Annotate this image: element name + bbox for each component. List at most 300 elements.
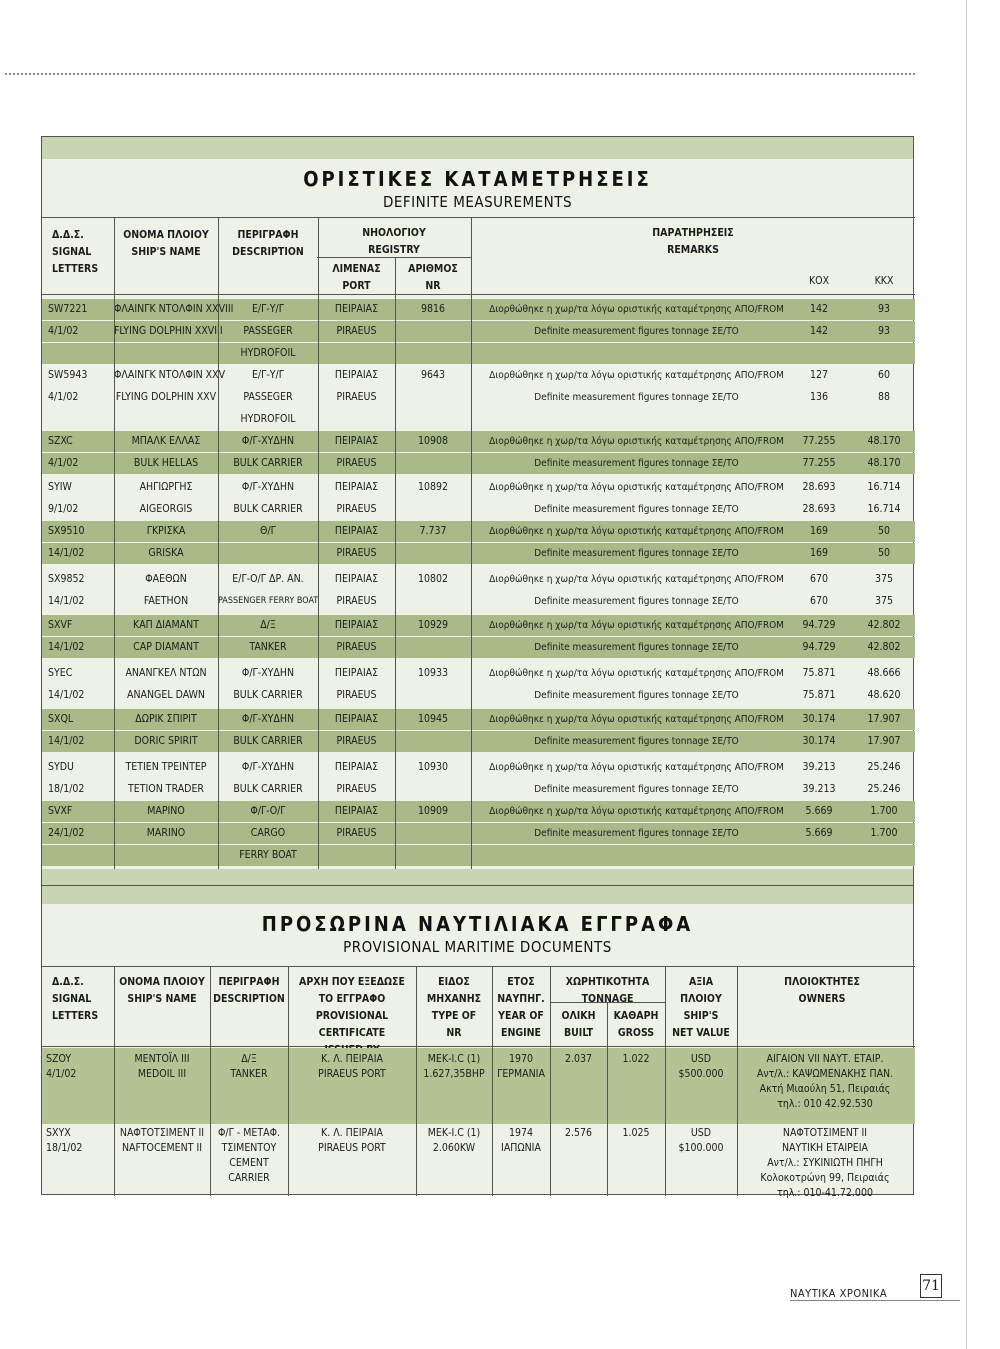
table-row: [42, 343, 915, 364]
port-cell: ΠΕΙΡΑΙΑΣ: [334, 805, 379, 817]
port-cell: PIRAEUS: [336, 325, 377, 337]
table-row: [42, 321, 915, 342]
authority-cell: [288, 1126, 416, 1156]
remarks-cell: Definite measurement figures tonnage ΣΕ/ΤΟ: [534, 642, 739, 653]
ship-name-cell: AIGEORGIS: [139, 503, 193, 515]
col-owners-header: ΠΛΟΙΟΚΤΗΤΕΣ OWNERS: [784, 976, 860, 1005]
col-net-header: ΚΑΘΑΡΗ GROSS: [613, 1010, 659, 1039]
owners-cell-line: Κολοκοτρώνη 99, Πειραιάς: [760, 1172, 890, 1184]
signal-cell: 14/1/02: [48, 641, 85, 653]
kox-cell: 75.871: [802, 667, 836, 679]
col-nr-header: ΑΡΙΘΜΟΣ NR: [408, 263, 458, 292]
table-row: [42, 591, 915, 612]
ship-name-cell: ΑΗΓΙΩΡΓΗΣ: [139, 481, 193, 493]
header-top-line: [42, 966, 915, 967]
description-cell: HYDROFOIL: [240, 413, 296, 425]
registry-nr-cell: 10892: [417, 481, 449, 493]
port-cell: PIRAEUS: [336, 783, 377, 795]
remarks-cell: Definite measurement figures tonnage ΣΕ/ΤΟ: [534, 784, 739, 795]
signal-cell: 14/1/02: [48, 689, 85, 701]
kox-cell: 77.255: [802, 457, 836, 469]
kox-cell: 5.669: [805, 827, 833, 839]
year-cell: [492, 1126, 550, 1156]
remarks-cell: Definite measurement figures tonnage ΣΕ/ΤΟ: [534, 504, 739, 515]
table-row: [42, 431, 915, 452]
col-gross-header: ΟΛΙΚΗ BUILT: [561, 1010, 596, 1039]
kox-cell: 39.213: [802, 783, 836, 795]
table-row: [42, 801, 915, 822]
col-signal-header: Δ.Δ.Σ. SIGNAL LETTERS: [52, 229, 99, 275]
kox-cell: 670: [809, 573, 829, 585]
signal-cell: SVXF: [48, 805, 73, 817]
kkx-cell: 60: [877, 369, 891, 381]
owners-cell-line: Αντ/λ.: ΣΥΚΙΝΙΩΤΗ ΠΗΓΗ: [767, 1157, 883, 1169]
signal-cell: 14/1/02: [48, 547, 85, 559]
col-divider: [218, 217, 219, 887]
port-cell: ΠΕΙΡΑΙΑΣ: [334, 761, 379, 773]
kkx-cell: 375: [874, 595, 894, 607]
kox-cell: 28.693: [802, 481, 836, 493]
kox-cell: 5.669: [805, 805, 833, 817]
kox-cell: 30.174: [802, 735, 836, 747]
signal-cell: SZXC: [48, 435, 73, 447]
table-row: [42, 543, 915, 564]
signal-cell: 9/1/02: [48, 503, 79, 515]
col-desc-header: ΠΕΡΙΓΡΑΦΗ DESCRIPTION: [213, 976, 285, 1005]
description-cell: FERRY BOAT: [239, 849, 297, 861]
kkx-cell: 93: [877, 303, 891, 315]
signal-cell: SYEC: [48, 667, 73, 679]
kkx-cell: 50: [877, 547, 891, 559]
col-kkx-header: ΚΚΧ: [874, 275, 894, 287]
description-cell: PASSEGER: [243, 325, 293, 337]
kox-cell: 670: [809, 595, 829, 607]
description-cell: Φ/Γ-ΧΥΔΗΝ: [241, 713, 295, 725]
port-cell: PIRAEUS: [336, 391, 377, 403]
kkx-cell: 48.170: [867, 435, 901, 447]
signal-cell: SXVF: [48, 619, 73, 631]
kkx-cell: 375: [874, 573, 894, 585]
ship-name-cell: ANANGEL DAWN: [127, 689, 205, 701]
registry-nr-cell: 10933: [417, 667, 449, 679]
net-tonnage-cell-line: 1.025: [622, 1127, 650, 1139]
engine-cell-line: ΜΕΚ-Ι.C (1): [427, 1127, 481, 1139]
table-row: [42, 453, 915, 474]
value-cell-line: $100.000: [678, 1142, 724, 1154]
col-divider: [114, 966, 115, 1196]
ship-name-cell: MARINO: [146, 827, 186, 839]
description-cell: Ε/Γ-Υ/Γ: [251, 369, 285, 381]
signal-cell: 14/1/02: [48, 595, 85, 607]
kkx-cell: 25.246: [867, 783, 901, 795]
table-row: [42, 299, 915, 320]
owners-cell-line: Αντ/λ.: ΚΑΨΩΜΕΝΑΚΗΣ ΠΑΝ.: [756, 1068, 894, 1080]
owners-cell-line: τηλ.: 010 42.92.530: [777, 1098, 873, 1110]
year-cell-line: 1974: [508, 1127, 534, 1139]
signal-cell-line: 18/1/02: [46, 1142, 83, 1154]
description-cell: Ε/Γ-Υ/Γ: [251, 303, 285, 315]
remarks-cell: Διορθώθηκε η χωρ/τα λόγω οριστικής καταμέτρησης ΑΠΟ/FROM: [489, 482, 784, 493]
col-authority-header: ΑΡΧΗ ΠΟΥ ΕΞΕΔΩΣΕ ΤΟ ΕΓΓΡΑΦΟ PROVISIONAL CERTIFICATE: [299, 976, 405, 1039]
description-cell: BULK CARRIER: [233, 689, 303, 701]
signal-cell: [46, 1052, 112, 1082]
engine-cell-line: 2.060KW: [432, 1142, 476, 1154]
kox-cell: 142: [809, 303, 829, 315]
kkx-cell: 42.802: [867, 619, 901, 631]
kox-cell: 28.693: [802, 503, 836, 515]
port-cell: PIRAEUS: [336, 547, 377, 559]
kkx-cell: 48.620: [867, 689, 901, 701]
owners-cell-line: Ακτή Μιαούλη 51, Πειραιάς: [759, 1083, 891, 1095]
authority-cell-line: PIRAEUS PORT: [318, 1068, 386, 1080]
header-bottom-line: [42, 294, 915, 295]
description-cell: [210, 1052, 288, 1082]
ship-name-cell: FLYING DOLPHIN XXVIII: [114, 325, 223, 337]
remarks-cell: Definite measurement figures tonnage ΣΕ/ΤΟ: [534, 458, 739, 469]
ship-name-cell: ΤΕΤΙΕΝ ΤΡΕΙΝΤΕΡ: [125, 761, 207, 773]
net-tonnage-cell: [607, 1126, 665, 1141]
signal-cell: SW7221: [48, 303, 88, 315]
description-cell: BULK CARRIER: [233, 783, 303, 795]
registry-nr-cell: 10945: [417, 713, 449, 725]
col-tonnage-header: ΧΩΡΗΤΙΚΟΤΗΤΑ TONNAGE: [565, 976, 650, 1005]
remarks-cell: Διορθώθηκε η χωρ/τα λόγω οριστικής καταμέτρησης ΑΠΟ/FROM: [489, 574, 784, 585]
description-cell-line: CEMENT CARRIER: [228, 1157, 270, 1184]
kkx-cell: 50: [877, 525, 891, 537]
table-row: [42, 731, 915, 752]
port-cell: PIRAEUS: [336, 689, 377, 701]
page-number: 71: [920, 1274, 942, 1298]
kkx-cell: 93: [877, 325, 891, 337]
registry-nr-cell: 7.737: [419, 525, 447, 537]
authority-cell-line: PIRAEUS PORT: [318, 1142, 386, 1154]
ship-name-cell: BULK HELLAS: [133, 457, 199, 469]
kkx-cell: 16.714: [867, 481, 901, 493]
section1-title-english: DEFINITE MEASUREMENTS: [382, 193, 573, 211]
remarks-cell: Διορθώθηκε η χωρ/τα λόγω οριστικής καταμέτρησης ΑΠΟ/FROM: [489, 762, 784, 773]
port-cell: PIRAEUS: [336, 827, 377, 839]
port-cell: ΠΕΙΡΑΙΑΣ: [334, 573, 379, 585]
remarks-cell: Διορθώθηκε η χωρ/τα λόγω οριστικής καταμέτρησης ΑΠΟ/FROM: [489, 668, 784, 679]
table-row: [42, 1126, 915, 1199]
signal-cell: 14/1/02: [48, 735, 85, 747]
col-port-header: ΛΙΜΕΝΑΣ PORT: [332, 263, 381, 292]
description-cell: BULK CARRIER: [233, 457, 303, 469]
authority-cell-line: Κ. Λ. ΠΕΙΡΑΙΑ: [321, 1053, 383, 1065]
col-registry-header: ΝΗΟΛΟΓΙΟΥ REGISTRY: [362, 227, 426, 256]
col-engine-header: ΕΙΔΟΣ ΜΗΧΑΝΗΣ TYPE OF NR: [426, 976, 482, 1039]
col-divider: [471, 217, 472, 887]
col-name-header: ΟΝΟΜΑ ΠΛΟΙΟΥ SHIP'S NAME: [123, 229, 209, 258]
kox-cell: 77.255: [802, 435, 836, 447]
magazine-name: ΝΑΥΤΙΚΑ ΧΡΟΝΙΚΑ: [790, 1287, 888, 1300]
description-cell-line: TANKER: [230, 1068, 268, 1080]
signal-cell: SYDU: [48, 761, 74, 773]
description-cell: BULK CARRIER: [233, 735, 303, 747]
signal-cell-line: SXYX: [46, 1127, 71, 1139]
description-cell-line: ΤΣΙΜΕΝΤΟΥ: [221, 1142, 277, 1154]
description-cell: [210, 1126, 288, 1186]
value-cell-line: USD: [690, 1053, 712, 1065]
provisional-documents-table: [41, 885, 914, 1199]
table-row: [42, 757, 915, 778]
table-row: [42, 521, 915, 542]
engine-cell-line: ΜΕΚ-Ι.C (1): [427, 1053, 481, 1065]
signal-cell-line: SZOY: [46, 1053, 72, 1065]
kkx-cell: 48.666: [867, 667, 901, 679]
ship-name-cell: ΜΑΡΙΝΟ: [147, 805, 185, 817]
signal-cell: 4/1/02: [48, 457, 79, 469]
remarks-cell: Definite measurement figures tonnage ΣΕ/ΤΟ: [534, 326, 739, 337]
port-cell: PIRAEUS: [336, 641, 377, 653]
ship-name-cell: CAP DIAMANT: [133, 641, 199, 653]
remarks-cell: Διορθώθηκε η χωρ/τα λόγω οριστικής καταμέτρησης ΑΠΟ/FROM: [489, 436, 784, 447]
description-cell: CARGO: [250, 827, 286, 839]
kox-cell: 94.729: [802, 641, 836, 653]
year-cell: [492, 1052, 550, 1082]
value-cell: [665, 1052, 737, 1082]
remarks-cell: Διορθώθηκε η χωρ/τα λόγω οριστικής καταμέτρησης ΑΠΟ/FROM: [489, 526, 784, 537]
gross-tonnage-cell: [550, 1052, 607, 1067]
kox-cell: 136: [809, 391, 829, 403]
ship-name-cell: GRISKA: [148, 547, 184, 559]
year-cell-line: 1970: [508, 1053, 534, 1065]
signal-cell: 18/1/02: [48, 783, 85, 795]
table-row: [42, 845, 915, 866]
table-row: [42, 709, 915, 730]
col-divider: [210, 966, 211, 1196]
col-name-header: ΟΝΟΜΑ ΠΛΟΙΟΥ SHIP'S NAME: [119, 976, 205, 1005]
authority-cell-line: Κ. Λ. ΠΕΙΡΑΙΑ: [321, 1127, 383, 1139]
signal-cell-line: 4/1/02: [46, 1068, 77, 1080]
port-cell: ΠΕΙΡΑΙΑΣ: [334, 303, 379, 315]
table-row: [42, 499, 915, 520]
kkx-cell: 88: [877, 391, 891, 403]
description-cell: HYDROFOIL: [240, 347, 296, 359]
header-bottom-line: [42, 1046, 915, 1047]
kkx-cell: 1.700: [870, 827, 898, 839]
description-cell: Φ/Γ-ΧΥΔΗΝ: [241, 435, 295, 447]
ship-name-cell: TETION TRADER: [128, 783, 204, 795]
top-band: [42, 137, 913, 159]
signal-cell: 4/1/02: [48, 325, 79, 337]
kkx-cell: 42.802: [867, 641, 901, 653]
ship-name-cell: ΦΛΑΙΝΓΚ ΝΤΟΛΦΙΝ XXV: [114, 369, 226, 381]
owners-cell-line: τηλ.: 010-41.72.000: [777, 1187, 873, 1199]
footer-rule: [790, 1300, 960, 1301]
table-row: [42, 477, 915, 498]
kox-cell: 169: [809, 525, 829, 537]
kkx-cell: 16.714: [867, 503, 901, 515]
remarks-cell: Διορθώθηκε η χωρ/τα λόγω οριστικής καταμέτρησης ΑΠΟ/FROM: [489, 714, 784, 725]
remarks-cell: Διορθώθηκε η χωρ/τα λόγω οριστικής καταμέτρησης ΑΠΟ/FROM: [489, 620, 784, 631]
owners-cell-line: ΝΑΦΤΟΤΣΙΜΕΝΤ ΙΙ: [782, 1127, 868, 1139]
ship-name-cell: DORIC SPIRIT: [134, 735, 198, 747]
description-cell-line: Δ/Ξ: [241, 1053, 257, 1065]
kox-cell: 30.174: [802, 713, 836, 725]
owners-cell-line: ΝΑΥΤΙΚΗ ΕΤΑΙΡΕΙΑ: [781, 1142, 869, 1154]
description-cell: Φ/Γ-Ο/Γ: [250, 805, 286, 817]
ship-name-cell: ΜΠΑΛΚ ΕΛΛΑΣ: [131, 435, 201, 447]
kox-cell: 142: [809, 325, 829, 337]
description-cell: Φ/Γ-ΧΥΔΗΝ: [241, 761, 295, 773]
top-band: [42, 886, 913, 904]
signal-cell: SX9510: [48, 525, 85, 537]
table-row: [42, 365, 915, 386]
remarks-cell: Definite measurement figures tonnage ΣΕ/ΤΟ: [534, 828, 739, 839]
description-cell: Φ/Γ-ΧΥΔΗΝ: [241, 481, 295, 493]
kox-cell: 169: [809, 547, 829, 559]
port-cell: ΠΕΙΡΑΙΑΣ: [334, 619, 379, 631]
kox-cell: 75.871: [802, 689, 836, 701]
engine-cell-line: 1.627,35BHP: [423, 1068, 485, 1080]
col-year-header: ΕΤΟΣ ΝΑΥΠΗΓ. YEAR OF ENGINE: [497, 976, 545, 1039]
ship-name-cell: FLYING DOLPHIN XXV: [115, 391, 217, 403]
ship-name-cell: ΦΛΑΙΝΓΚ ΝΤΟΛΦΙΝ XXVIII: [114, 303, 234, 315]
ship-name-cell-line: ΜΕΝΤΟΪΛ ΙΙΙ: [134, 1053, 190, 1065]
signal-cell: 4/1/02: [48, 391, 79, 403]
table-row: [42, 685, 915, 706]
registry-nr-cell: 10909: [417, 805, 449, 817]
net-tonnage-cell: [607, 1052, 665, 1067]
col-divider: [288, 966, 289, 1196]
description-cell: TANKER: [249, 641, 287, 653]
table-row: [42, 409, 915, 430]
kox-cell: 39.213: [802, 761, 836, 773]
description-cell: PASSEGER: [243, 391, 293, 403]
top-dotted-rule: [5, 73, 915, 75]
remarks-cell: Definite measurement figures tonnage ΣΕ/ΤΟ: [534, 548, 739, 559]
kox-cell: 94.729: [802, 619, 836, 631]
col-divider: [416, 966, 417, 1196]
section1-title-greek: ΟΡΙΣΤΙΚΕΣ ΚΑΤΑΜΕΤΡΗΣΕΙΣ: [303, 167, 652, 191]
col-divider: [550, 966, 551, 1196]
kkx-cell: 17.907: [867, 735, 901, 747]
engine-cell: [416, 1052, 492, 1082]
signal-cell: 24/1/02: [48, 827, 85, 839]
ship-name-cell-line: ΝΑΦΤΟΤΣΙΜΕΝΤ ΙΙ: [119, 1127, 205, 1139]
ship-name-cell: ΚΑΠ ΔΙΑΜΑΝΤ: [133, 619, 199, 631]
col-divider: [607, 1002, 608, 1196]
kkx-cell: 1.700: [870, 805, 898, 817]
remarks-cell: Definite measurement figures tonnage ΣΕ/ΤΟ: [534, 596, 739, 607]
col-divider: [492, 966, 493, 1196]
net-tonnage-cell-line: 1.022: [622, 1053, 650, 1065]
registry-nr-cell: 10929: [417, 619, 449, 631]
gross-tonnage-cell: [550, 1126, 607, 1141]
port-cell: PIRAEUS: [336, 503, 377, 515]
port-cell: PIRAEUS: [336, 595, 377, 607]
owners-cell-line: ΑΙΓΑΙΟΝ VII ΝΑΥΤ. ΕΤΑΙΡ.: [766, 1053, 884, 1065]
page-edge-line: [966, 0, 967, 1349]
port-cell: ΠΕΙΡΑΙΑΣ: [334, 435, 379, 447]
value-cell-line: $500.000: [678, 1068, 724, 1080]
remarks-cell: Definite measurement figures tonnage ΣΕ/ΤΟ: [534, 392, 739, 403]
port-cell: ΠΕΙΡΑΙΑΣ: [334, 525, 379, 537]
owners-cell: [737, 1126, 913, 1201]
table-row: [42, 823, 915, 844]
ship-name-cell: ΓΚΡΙΣΚΑ: [146, 525, 186, 537]
ship-name-cell: [114, 1052, 210, 1082]
description-cell: BULK CARRIER: [233, 503, 303, 515]
registry-nr-cell: 10930: [417, 761, 449, 773]
col-divider: [737, 966, 738, 1196]
col-kox-header: ΚΟΧ: [808, 275, 830, 287]
remarks-cell: Definite measurement figures tonnage ΣΕ/ΤΟ: [534, 690, 739, 701]
kkx-cell: 17.907: [867, 713, 901, 725]
engine-cell: [416, 1126, 492, 1156]
signal-cell: SX9852: [48, 573, 85, 585]
remarks-cell: Διορθώθηκε η χωρ/τα λόγω οριστικής καταμέτρησης ΑΠΟ/FROM: [489, 304, 784, 315]
ship-name-cell-line: MEDOIL III: [137, 1068, 187, 1080]
owners-cell: [737, 1052, 913, 1112]
remarks-cell: Διορθώθηκε η χωρ/τα λόγω οριστικής καταμέτρησης ΑΠΟ/FROM: [489, 370, 784, 381]
table-row: [42, 387, 915, 408]
description-cell: Φ/Γ-ΧΥΔΗΝ: [241, 667, 295, 679]
port-cell: ΠΕΙΡΑΙΑΣ: [334, 667, 379, 679]
description-cell: PASSENGER FERRY BOAT: [218, 596, 319, 606]
registry-nr-cell: 9643: [420, 369, 446, 381]
kkx-cell: 25.246: [867, 761, 901, 773]
col-divider: [665, 966, 666, 1196]
gross-tonnage-cell-line: 2.037: [564, 1053, 593, 1065]
port-cell: ΠΕΙΡΑΙΑΣ: [334, 481, 379, 493]
description-cell: Θ/Γ: [260, 525, 276, 537]
table-row: [42, 779, 915, 800]
registry-nr-cell: 10802: [417, 573, 449, 585]
definite-measurements-table: [41, 136, 914, 888]
year-cell-line: ΙΑΠΩΝΙΑ: [501, 1142, 541, 1154]
col-remarks-header: ΠΑΡΑΤΗΡΗΣΕΙΣ REMARKS: [652, 227, 734, 256]
table-row: [42, 1048, 915, 1124]
gross-tonnage-cell-line: 2.576: [564, 1127, 593, 1139]
port-cell: PIRAEUS: [336, 457, 377, 469]
value-cell-line: USD: [690, 1127, 712, 1139]
table-row: [42, 663, 915, 684]
col-divider: [114, 217, 115, 887]
port-cell: ΠΕΙΡΑΙΑΣ: [334, 713, 379, 725]
kkx-cell: 48.170: [867, 457, 901, 469]
port-cell: PIRAEUS: [336, 735, 377, 747]
col-signal-header: Δ.Δ.Σ. SIGNAL LETTERS: [52, 976, 99, 1022]
authority-cell: [288, 1052, 416, 1082]
value-cell: [665, 1126, 737, 1156]
col-desc-header: ΠΕΡΙΓΡΑΦΗ DESCRIPTION: [232, 229, 304, 258]
table-row: [42, 637, 915, 658]
registry-nr-cell: 9816: [420, 303, 446, 315]
description-cell: Δ/Ξ: [260, 619, 276, 631]
remarks-cell: Διορθώθηκε η χωρ/τα λόγω οριστικής καταμέτρησης ΑΠΟ/FROM: [489, 806, 784, 817]
ship-name-cell: ΦΑΕΘΩΝ: [145, 573, 187, 585]
col-divider: [395, 257, 396, 887]
ship-name-cell-line: NAFTOCEMENT II: [121, 1142, 203, 1154]
ship-name-cell: ΑΝΑΝΓΚΕΛ ΝΤΩΝ: [125, 667, 207, 679]
description-cell-line: Φ/Γ - ΜΕΤΑΦ.: [217, 1127, 281, 1139]
signal-cell: SYIW: [48, 481, 72, 493]
header-top-line: [42, 217, 915, 218]
signal-cell: SXQL: [48, 713, 74, 725]
description-cell: Ε/Γ-Ο/Γ ΔΡ. ΑΝ.: [232, 573, 304, 585]
signal-cell: SW5943: [48, 369, 88, 381]
ship-name-cell: FAETHON: [143, 595, 189, 607]
col-divider: [318, 217, 319, 887]
port-cell: ΠΕΙΡΑΙΑΣ: [334, 369, 379, 381]
kox-cell: 127: [809, 369, 829, 381]
section2-title-greek: ΠΡΟΣΩΡΙΝΑ ΝΑΥΤΙΛΙΑΚΑ ΕΓΓΡΑΦΑ: [261, 912, 694, 936]
registry-nr-cell: 10908: [417, 435, 449, 447]
table-row: [42, 569, 915, 590]
ship-name-cell: ΔΩΡΙΚ ΣΠΙΡΙΤ: [135, 713, 197, 725]
